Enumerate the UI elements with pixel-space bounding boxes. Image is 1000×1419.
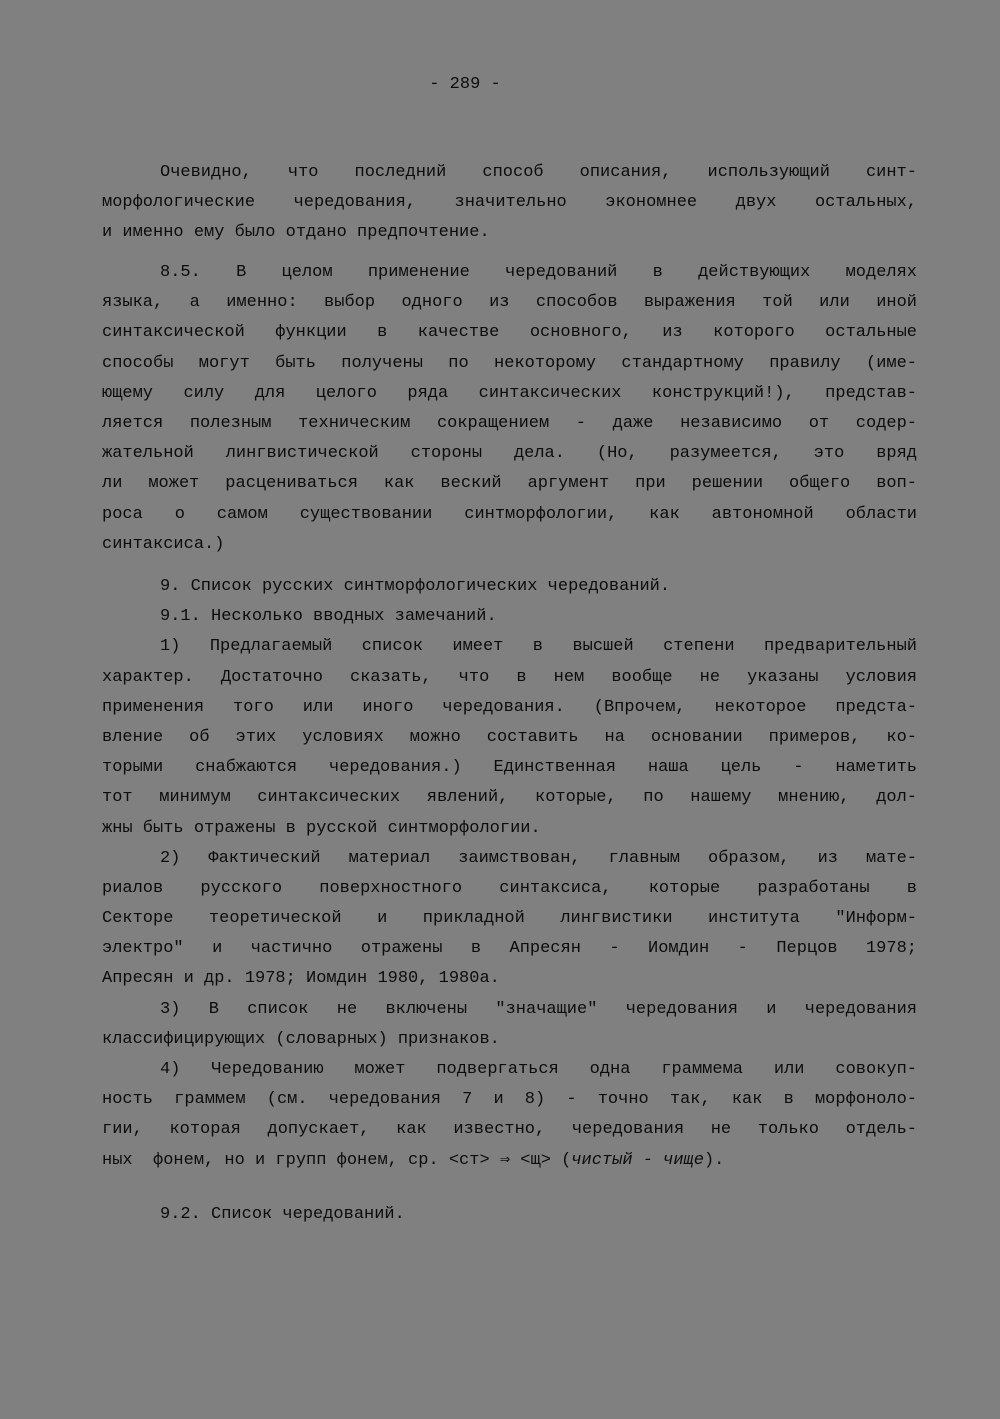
text-line: 4) Чередованию может подвергаться одна граммема или совокуп- [160, 1060, 917, 1079]
paragraph-conclusion [102, 158, 917, 249]
text-line: языка, а именно: выбор одного из способов выражения той или иной [102, 293, 917, 313]
text-line: ляется полезным техническим сокращением - даже независимо от содер- [102, 413, 917, 433]
text-line: характер. Достаточно сказать, что в нем вообще не указаны условия [102, 667, 917, 687]
text-line: риалов русского поверхностного синтаксиса, которые разработаны в [102, 878, 917, 898]
section-heading-9: 9. Список русских синтморфологических чередований. [160, 577, 671, 596]
text-line: гии, которая допускает, как известно, чередования не только отдель- [102, 1120, 917, 1140]
text-line: 3) В список не включены "значащие" чередования и чередования [160, 999, 917, 1019]
paragraph-8-5 [102, 258, 917, 560]
section-heading-9-1: 9.1. Несколько вводных замечаний. [160, 607, 497, 627]
text-line: жательной лингвистической стороны дела. (Но, разумеется, это вряд [102, 444, 917, 464]
text-line: 8.5. В целом применение чередований в действующих моделях [160, 263, 917, 282]
text-line: электро" и частично отражены в Апресян - Иомдин - Перцов 1978; [102, 939, 917, 959]
text-line: Апресян и др. 1978; Иомдин 1980, 1980а. [102, 969, 500, 989]
page-number: - 289 - [429, 75, 501, 94]
section-9 [102, 572, 917, 1176]
text-fragment: ). [703, 1150, 725, 1170]
text-line: вление об этих условиях можно составить на основании примеров, ко- [102, 727, 917, 747]
text-line: ность граммем (см. чередования 7 и 8) - точно так, как в морфоноло- [102, 1090, 917, 1110]
text-line: торыми снабжаются чередования.) Единственная наша цель - наметить [102, 758, 917, 778]
text-line: Очевидно, что последний способ описания, использующий синт- [160, 163, 917, 182]
text-line: классифицирующих (словарных) признаков. [102, 1029, 500, 1049]
text-line: ющему силу для целого ряда синтаксических конструкций!), представ- [102, 383, 917, 403]
text-line: морфологические чередования, значительно экономнее двух остальных, [102, 193, 917, 213]
example-italic: чистый - чище [571, 1150, 704, 1170]
section-heading-9-2: 9.2. Список чередований. [160, 1205, 405, 1224]
text-line: способы могут быть получены по некоторому стандартному правилу (име- [102, 353, 917, 373]
section-9-2 [102, 1200, 917, 1230]
text-line: синтаксиса.) [102, 534, 225, 554]
text-line: Секторе теоретической и прикладной лингвистики института "Информ- [102, 909, 917, 929]
text-line: синтаксической функции в качестве основного, из которого остальные [102, 323, 917, 343]
text-fragment: ных фонем, но и групп фонем, ср. <ст> ⇒ <щ> ( [102, 1150, 572, 1170]
text-line: жны быть отражены в русской синтморфологии. [102, 818, 541, 838]
text-line: применения того или иного чередования. (Впрочем, некоторое предста- [102, 697, 917, 717]
text-line: 1) Предлагаемый список имеет в высшей степени предварительный [160, 637, 917, 657]
text-line-example [102, 1146, 917, 1176]
text-line: роса о самом существовании синтморфологии, как автономной области [102, 504, 917, 524]
text-line: 2) Фактический материал заимствован, главным образом, из мате- [160, 848, 917, 868]
text-line: тот минимум синтаксических явлений, которые, по нашему мнению, дол- [102, 788, 917, 808]
text-line: и именно ему было отдано предпочтение. [102, 223, 490, 243]
text-line: ли может расцениваться как веский аргумент при решении общего воп- [102, 474, 917, 494]
